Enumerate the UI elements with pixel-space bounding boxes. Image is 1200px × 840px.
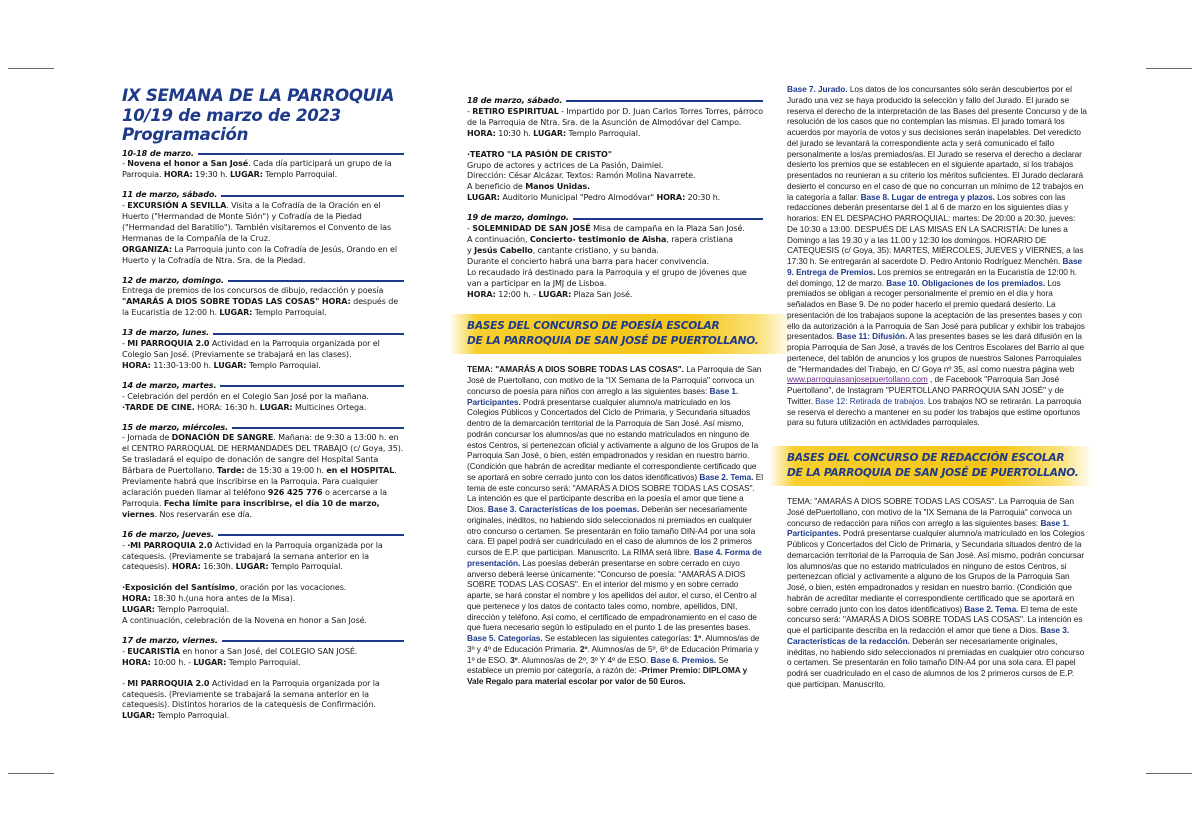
day-date: 12 de marzo, domingo.: [122, 275, 224, 285]
day-rule: [221, 195, 404, 197]
redaccion-bases-text: [787, 496, 1087, 690]
event-emphasis: MI PARROQUIA 2.0: [127, 678, 210, 688]
event-emphasis: ·MI PARROQUIA 2.0: [127, 540, 213, 550]
event-text: A beneficio de: [467, 182, 526, 192]
event-paragraph: [467, 224, 763, 235]
event-emphasis: LUGAR:: [259, 402, 293, 412]
website-link[interactable]: www.parroquiasanjosepuertollano.com: [787, 374, 928, 385]
event-text: A continuación, celebración de la Novena en honor a San José.: [122, 616, 367, 626]
programme-day: [122, 381, 404, 414]
event-emphasis: ORGANIZA:: [122, 244, 172, 254]
event-emphasis: HORA:: [122, 594, 151, 604]
title-line: IX SEMANA DE LA PARROQUIA: [122, 86, 395, 105]
event-emphasis: HORA:: [656, 193, 686, 203]
base-heading: Base 4. Forma de presentación.: [467, 547, 762, 568]
poesia-bases-text: [467, 364, 763, 687]
event-text: Templo Parroquial.: [566, 128, 641, 138]
event-paragraph: [122, 245, 404, 267]
event-paragraph: [122, 647, 404, 658]
day-date: 13 de marzo, lunes.: [122, 328, 210, 338]
base-heading: Base 9. Entrega de Premios.: [787, 256, 1083, 277]
base-heading: Base 6. Premios.: [650, 654, 717, 665]
bases-emphasis: 1º: [693, 633, 702, 644]
event-emphasis: LUGAR:: [538, 289, 572, 299]
event-emphasis: 926 425 776: [267, 487, 323, 497]
event-paragraph: [467, 107, 763, 140]
programme-days: [122, 149, 404, 723]
event-emphasis: LUGAR:: [122, 711, 155, 721]
event-text: o acercarse a la Parroquia.: [122, 487, 387, 508]
day-date: 16 de marzo, jueves.: [122, 529, 214, 539]
event-emphasis: HORA:: [467, 289, 496, 299]
base-heading: Base 11: Difusión.: [836, 331, 908, 342]
event-paragraph: [467, 246, 763, 257]
programme-day: [122, 190, 404, 266]
event-emphasis: LUGAR:: [219, 308, 253, 318]
day-heading: [122, 149, 404, 160]
day-heading: [122, 530, 404, 541]
event-emphasis: HORA:: [122, 657, 151, 667]
right-column: [787, 84, 1087, 690]
bases-text: Se establecen las siguientes categorías:: [542, 633, 694, 644]
bases-text: Se establece un premio por categoría, a razón de:: [467, 654, 729, 676]
event-emphasis: LUGAR:: [533, 128, 567, 138]
redaccion-banner: [769, 446, 1093, 486]
day-rule: [566, 100, 763, 102]
bases-text: Los trabajos NO se retirarán. La parroquia se reserva el derecho a mantener en su poder los trabajos que estime oportunos para su futura utilización en actividades parroquiales.: [787, 395, 1082, 428]
programme-days-continued: [467, 96, 763, 300]
event-paragraph: [467, 268, 763, 290]
event-text: en honor a San José, del COLEGIO SAN JOSÉ.: [179, 646, 358, 656]
bases-emphasis: 3º: [510, 654, 518, 665]
banner-line: BASES DEL CONCURSO DE REDACCIÓN ESCOLAR: [787, 452, 1065, 464]
event-text: - Celebración del perdón en el Colegio San José por la mañana.: [122, 391, 369, 401]
event-text: 10:30 h.: [495, 128, 534, 138]
event-text: -: [122, 540, 128, 550]
event-paragraph: [467, 182, 763, 193]
event-text: - Impartido por D. Juan Carlos Torres Torres, párroco de la Parroquia de Ntra. Sra. de la Asunción de Almodóvar del Campo.: [467, 106, 763, 127]
day-rule: [218, 534, 404, 536]
event-text: . Nos reservarán ese día.: [154, 509, 252, 519]
day-rule: [220, 385, 404, 387]
event-paragraph: [122, 616, 404, 627]
day-date: 14 de marzo, martes.: [122, 380, 217, 390]
banner-line: DE LA PARROQUIA DE SAN JOSÉ DE PUERTOLLANO.: [467, 335, 759, 348]
event-paragraph: [122, 201, 404, 245]
event-emphasis: LUGAR:: [235, 562, 269, 572]
base-heading: Base 12: Retirada de trabajos.: [815, 395, 926, 406]
spacer: [467, 140, 763, 150]
event-emphasis: Jesús Cabello: [474, 245, 533, 255]
day-heading: [122, 423, 404, 434]
day-date: 17 de marzo, viernes.: [122, 635, 218, 645]
programme-title: [122, 86, 404, 145]
programme-day: [122, 276, 404, 320]
event-text: Actividad en la Parroquia organizada por el Colegio San José. (Previamente se trabajará en las clases).: [122, 339, 380, 359]
event-text: Templo Parroquial.: [154, 711, 230, 721]
event-text: HORA: 16:30 h.: [194, 402, 260, 412]
spacer: [122, 669, 404, 679]
programme-day: [122, 530, 404, 627]
crop-mark-bottom-right: [1146, 773, 1192, 774]
base-heading: Base 3. Características de los poemas.: [487, 504, 640, 515]
event-text: , cantante cristiano, y su banda.: [532, 245, 659, 255]
crop-mark-top-left: [8, 68, 54, 69]
bases-text: Los premios se entregarán en la Eucaristía de 12:00 h. del domingo, 12 de marzo.: [787, 266, 1077, 288]
day-heading: [122, 381, 404, 392]
bases-text: Los premiados se obligan a recoger personalmente el premio en el día y hora señalados en Base 9. De no poder hacerlo el premio quedará desierto. La presentación de los trabajaos supone la aceptación de las presentes bases y con ello da autorización a la Parroquia de San José para publicar y exhibir los trabajos presentados.: [787, 277, 1085, 342]
day-heading: [122, 190, 404, 201]
event-paragraph: [122, 433, 404, 520]
event-emphasis: ·Exposición del Santísimo: [122, 583, 235, 593]
event-text: después de la Eucaristía de 12:00 h.: [122, 297, 399, 318]
event-text: Templo Parroquial.: [262, 170, 338, 180]
event-text: Misa de campaña en la Plaza San José.: [590, 224, 745, 234]
programme-day: [122, 328, 404, 372]
bases-text: Deberán ser necesariamente originales, inéditas, no habiendo sido seleccionados ni premiadas en cualquier otro concurso o certamen. Se presentarán en folio tamaño DIN-A4 por una sola cara. El papel podrá ser cuadriculado en el caso de alumnos de los 2 primeros cursos de E.P. que participan. Manuscrito.: [787, 635, 1085, 689]
event-paragraph: [122, 286, 404, 319]
day-heading: [122, 636, 404, 647]
event-emphasis: LUGAR:: [229, 170, 263, 180]
event-emphasis: ·TEATRO "LA PASIÓN DE CRISTO": [467, 149, 612, 159]
event-emphasis: Fecha límite para inscribirse, el día 10 de marzo, viernes: [122, 498, 380, 519]
event-paragraph: [122, 594, 404, 605]
bases-emphasis: TEMA: "AMARÁS A DIOS SOBRE TODAS LAS COSAS".: [467, 364, 684, 375]
event-emphasis: SOLEMNIDAD DE SAN JOSÉ: [472, 224, 591, 234]
event-emphasis: LUGAR:: [467, 193, 500, 203]
day-date: 15 de marzo, miércoles.: [122, 422, 229, 432]
event-text: 20:30 h.: [685, 193, 721, 203]
day-date: 11 de marzo, sábado.: [122, 190, 218, 200]
programme-day: [122, 423, 404, 521]
event-text: -: [122, 159, 128, 169]
title-line: 10/19 de marzo de 2023: [122, 105, 341, 125]
bases-text: Los sobres con las redacciones deberán presentarse del 1 al 6 de marzo en los siguientes días y horarios: EN EL DESPACHO PARROQUIAL: martes: De 20:00 a 20:30, jueves: De 10:30 a 13:00. DESPUÉS DE LAS MISAS EN LA SACRISTÍA: De lunes a Domingo a las 19.30 y a las 11.00 y 12:30 los domingos. HORARIO DE CATEQUESIS (c/ Goya, 35): MARTES, MIÉRCOLES, JUEVES y VIERNES, a las 17:30 h. Se entregarán al sacerdote D. Pedro Antonio Rodríguez Menchén.: [787, 191, 1084, 266]
event-emphasis: Concierto- testimonio de Aisha: [529, 234, 667, 244]
poesia-bases-continued: [787, 84, 1087, 428]
event-paragraph: [467, 235, 763, 246]
programme-day: [467, 96, 763, 204]
event-emphasis: DONACIÓN DE SANGRE: [171, 433, 274, 443]
event-emphasis: HORA:: [163, 170, 193, 180]
bases-emphasis: -Primer Premio: DIPLOMA y Vale Regalo para material escolar por valor de 50 Euros.: [467, 665, 748, 687]
event-text: Templo Parroquial.: [268, 562, 343, 572]
bases-text: TEMA: "AMARÁS A DIOS SOBRE TODAS LAS COSAS". La Parroquia de San José dePuertollano, con motivo de la "IX Semana de la Parroquia" convoca un concurso de redacción para niños con arreglo a las siguientes bases:: [787, 496, 1074, 528]
day-rule: [222, 640, 404, 642]
bases-text: Podrá presentarse cualquier alumno/a matriculado en los Colegios Públicos y Concertados del Ciclo de Primaria, y Secundaria situados dentro de la demarcación territorial de la Parroquia de San José. Así mismo, podrán concursar los alumnos/as que no estando matriculados en ninguno de estos Centros, si pertenezcan oficial y activamente a alguno de los Grupos de la Parroquia San José, o bien, estén empadronados y residan en nuestro barrio. (Condición que habrán de acreditar mediante el correspondiente certificado que se aportará en sobre cerrado junto con los datos identificativos): [787, 528, 1085, 614]
event-paragraph: [122, 605, 404, 616]
day-date: 19 de marzo, domingo.: [467, 213, 569, 223]
event-text: -: [122, 678, 128, 688]
bases-text: Los datos de los concursantes sólo serán descubiertos por el Jurado una vez se haya producido la selección y fallo del Jurado. El jurado se reserva el derecho de la interpretación de las Bases del presente Concurso y de la resolución de los casos que no contemplan las mismas. El jurado tomará los acuerdos por mayoría de votos y sus decisiones serán inapelables. Del veredicto del jurado se levantará la correspondiente acta y será comunicado el fallo personalmente a los/as premiados/as. El Jurado se reserva el derecho a declarar desierto los premios que se establecen en el siguiente apartado, si los trabajos presentados no reunieran a su criterio los méritos suficientes. El Jurado declarará desierto el concurso en el caso de que no concurran un mínimo de 12 trabajos en la categoría a fallar.: [787, 84, 1087, 202]
event-paragraph: [467, 161, 763, 172]
event-text: Auditorio Municipal "Pedro Almodóvar": [499, 193, 657, 203]
event-text: - Jornada de: [122, 433, 172, 443]
bases-text: . Alumnos/as de 3º y 4º de Educación Primaria.: [467, 633, 760, 654]
bases-text: Deberán ser necesariamente originales, inéditos, no habiendo sido seleccionados ni premiados en cualquier otro concurso o certamen. Se presentarán en folio tamaño DIN-A4 por una sola cara. El papel podrá ser cuadriculado en el caso de alumnos de los 2 primeros cursos de E.P. que participan. Manuscrito. La RIMA será libre.: [467, 504, 756, 558]
event-emphasis: HORA:: [467, 128, 496, 138]
event-emphasis: HORA:: [171, 562, 201, 572]
day-heading: [122, 328, 404, 339]
event-text: 10:00 h. -: [150, 657, 194, 667]
event-emphasis: ·TARDE DE CINE.: [122, 402, 195, 412]
bases-emphasis: 2º: [579, 643, 588, 654]
event-text: de 15:30 a 19:00 h.: [244, 466, 327, 476]
bases-text: . Alumnos/as de 2º, 3º Y 4º de ESO.: [517, 654, 651, 665]
event-paragraph: [122, 541, 404, 574]
programme-day: [122, 636, 404, 722]
base-heading: Base 1. Participantes.: [467, 385, 739, 407]
event-text: Lo recaudado irá destinado para la Parroquia y el grupo de jóvenes que van a participar en la JMJ de Lisboa.: [467, 267, 747, 288]
event-emphasis: EUCARISTÍA: [127, 646, 180, 656]
event-text: A continuación,: [467, 234, 530, 244]
event-text: Templo Parroquial.: [154, 605, 230, 615]
middle-column: [467, 96, 763, 687]
event-paragraph: [467, 150, 763, 161]
base-heading: Base 5. Categorías.: [467, 633, 543, 644]
event-paragraph: [122, 403, 404, 414]
poesia-banner: [449, 314, 793, 354]
bases-text: , de Facebook "Parroquia San José Puertollano", de Instagram "PUERTOLLANO PARROQUIA SAN JOSÉ" y de Twitter.: [787, 374, 1064, 406]
event-text: y: [467, 245, 475, 255]
day-rule: [232, 427, 404, 429]
base-heading: Base 8. Lugar de entrega y plazos.: [860, 191, 995, 202]
event-text: . Cada día participará un grupo de la Parroquia.: [122, 159, 392, 180]
event-text: Grupo de actores y actrices de La Pasión, Daimiel.: [467, 160, 664, 170]
event-emphasis: "AMARÁS A DIOS SOBRE TODAS LAS COSAS" HORA:: [122, 297, 351, 307]
event-emphasis: Manos Unidas.: [525, 182, 590, 192]
event-emphasis: EXCURSIÓN A SEVILLA: [127, 201, 227, 211]
base-heading: Base 3. Características de la redacción.: [787, 625, 1070, 646]
crop-mark-top-right: [1146, 68, 1192, 69]
event-text: . Mañana: de 9:30 a 13:00 h. en el CENTRO PARROQUAL DE HERMANDADES DEL TRABAJO (c/ Goya, 35). Se trasladará el equipo de donación de sangre del Hospital Santa Bárbara de Puertollano.: [122, 433, 404, 476]
day-rule: [573, 218, 763, 220]
event-paragraph: [122, 711, 404, 722]
programme-day: [467, 213, 763, 300]
event-text: 19:30 h.: [192, 170, 230, 180]
base-heading: Base 1. Participantes.: [787, 517, 1070, 539]
day-heading: [467, 96, 763, 107]
event-paragraph: [467, 171, 763, 182]
event-paragraph: [122, 159, 404, 181]
event-text: . Previamente habrá que inscribirse en la Parroquia. Para cualquier aclaración pueden llamar al teléfono: [122, 466, 397, 497]
title-line: Programación: [122, 125, 249, 144]
banner-line: DE LA PARROQUIA DE SAN JOSÉ DE PUERTOLLANO.: [787, 467, 1079, 479]
event-text: 12:00 h. -: [495, 289, 539, 299]
event-text: Dirección: César Alcázar. Textos: Ramón Molina Navarrete.: [467, 171, 696, 181]
spacer: [122, 573, 404, 583]
bases-text: El tema de este concurso será: "AMARÁS A DIOS SOBRE TODAS LAS COSAS". La intención es que el participante describa en la redacción el amor que tiene a Dios.: [787, 603, 1083, 635]
base-heading: Base 2. Tema.: [964, 603, 1019, 614]
programme-column: [122, 86, 404, 731]
base-heading: Base 2. Tema.: [699, 471, 754, 482]
bases-text: Podrá presentarse cualquier alumno/a matriculado en los Colegios Públicos y Concertados del Ciclo de Primaria, y Secundaria situados dentro de la demarcación territorial de la Parroquia de San José. Así mismo, podrán concursar los alumnos/as que no estando matriculados en ninguno de estos Centros, si pertenezcan oficial y activamente a alguno de los Grupos de la Parroquia San José, o bien, estén empadronados y residan en nuestro barrio. (Condición que habrán de acreditar mediante el correspondiente certificado que se aportará en sobre cerrado junto con los datos identificativos): [467, 396, 759, 482]
crop-mark-bottom-left: [8, 773, 54, 774]
day-rule: [213, 333, 404, 335]
event-text: , rapera cristiana: [666, 234, 733, 244]
event-paragraph: [467, 193, 763, 204]
event-paragraph: [467, 290, 763, 301]
event-text: Templo Parroquial.: [226, 657, 301, 667]
event-emphasis: MI PARROQUIA 2.0: [127, 339, 210, 349]
event-text: -: [467, 106, 473, 116]
event-text: Actividad en la Parroquia organizada por la catequesis. (Previamente se trabajará la semana anterior en la catequesis).: [122, 540, 383, 572]
event-text: -: [122, 201, 128, 211]
event-emphasis: LUGAR:: [213, 360, 247, 370]
event-text: , oración por las vocaciones.: [234, 583, 347, 593]
event-paragraph: [122, 658, 404, 669]
event-text: Templo Parroquial.: [252, 308, 327, 318]
event-text: La Parroquia junto con la Cofradía de Jesús, Orando en el Huerto y la Cofradía de Ntra. Sra. de la Piedad.: [122, 244, 397, 265]
event-text: 16:30h.: [200, 562, 236, 572]
event-emphasis: HORA:: [122, 360, 151, 370]
event-paragraph: [122, 392, 404, 403]
event-emphasis: en el HOSPITAL: [326, 466, 395, 476]
event-emphasis: RETIRO ESPIRITUAL: [472, 106, 559, 116]
event-text: Durante el concierto habrá una barra para hacer convivencia.: [467, 256, 709, 266]
event-text: Multicines Ortega.: [292, 402, 367, 412]
event-emphasis: LUGAR:: [122, 605, 155, 615]
bases-text: La Parroquia de San José de Puertollano, con motivo de la "IX Semana de la Parroquia" convoca un concurso de poesía para niños con arreglo a las siguientes bases:: [467, 364, 762, 396]
event-text: -: [122, 646, 128, 656]
event-text: 18:30 h.(una hora antes de la Misa).: [150, 594, 296, 604]
base-heading: Base 7. Jurado.: [787, 84, 848, 94]
base-heading: Base 10. Obligaciones de los premiados.: [886, 277, 1046, 288]
bases-text: . Alumnos/as de 5º, 6º de Educación Primaria y 1º de ESO.: [467, 643, 759, 665]
day-date: 18 de marzo, sábado.: [467, 96, 563, 105]
day-heading: [122, 276, 404, 287]
banner-line: BASES DEL CONCURSO DE POESÍA ESCOLAR: [467, 320, 720, 333]
bases-text: Las poesías deberán presentarse en sobre cerrado en cuyo anverso deberá leerse únicamente: "Concurso de poesía: "AMARÁS A DIOS SOBRE TODAS LAS COSAS". En el interior del mismo y en sobre cerrado aparte, se hará constar el nombre y los apellidos del autor, el curso, el Centro al que pertenece y los datos de contacto tales como, nombre, apellidos, DNI, dirección y teléfono. Así como, el certificado de empadronamiento en el caso de que fuera necesario según lo estipulado en el punto 1 de las presentes bases.: [467, 557, 757, 633]
programme-day: [122, 149, 404, 182]
event-text: Plaza San José.: [571, 289, 633, 299]
event-text: -: [467, 224, 473, 234]
event-paragraph: [467, 257, 763, 268]
event-emphasis: LUGAR:: [193, 657, 227, 667]
event-text: Actividad en la Parroquia organizada por la catequesis. (Previamente se trabajará la semana anterior en la catequesis). Distintos horarios de la catequesis de Confirmación.: [122, 678, 380, 710]
event-text: 11:30-13:00 h.: [150, 360, 214, 370]
event-text: Entrega de premios de los concursos de dibujo, redacción y poesía: [122, 286, 384, 296]
event-paragraph: [122, 339, 404, 361]
event-paragraph: [122, 361, 404, 372]
event-text: -: [122, 339, 128, 349]
event-paragraph: [122, 679, 404, 712]
event-text: . Visita a la Cofradía de la Oración en el Huerto ("Hermandad de Monte Sión") y Cofradía de la Piedad ("Hermandad del Baratillo"). También visitaremos el Convento de las Hermanas de la Compañía de la Cruz.: [122, 201, 392, 243]
bases-text: A las presentes bases se les dará difusión en la propia Parroquia de San José, a través de los Centros Escolares del Barrio al que pertenece, del tablón de anuncios y los grupos de nuestros Salones Parroquiales de "Hermandades del Trabajo, en C/ Goya nº 35, así como nuestra página web: [787, 331, 1085, 374]
event-emphasis: Tarde:: [216, 466, 245, 476]
event-emphasis: Novena el honor a San José: [127, 159, 249, 169]
event-paragraph: [122, 583, 404, 594]
day-rule: [228, 280, 404, 282]
day-date: 10-18 de marzo.: [122, 148, 194, 158]
day-rule: [198, 153, 404, 155]
bases-text: El tema de este concurso será: "AMARÁS A DIOS SOBRE TODAS LAS COSAS". La intención es que el participante describa en la poesía el amor que tiene a Dios.: [467, 471, 763, 515]
day-heading: [467, 213, 763, 224]
event-text: Templo Parroquial.: [246, 360, 321, 370]
